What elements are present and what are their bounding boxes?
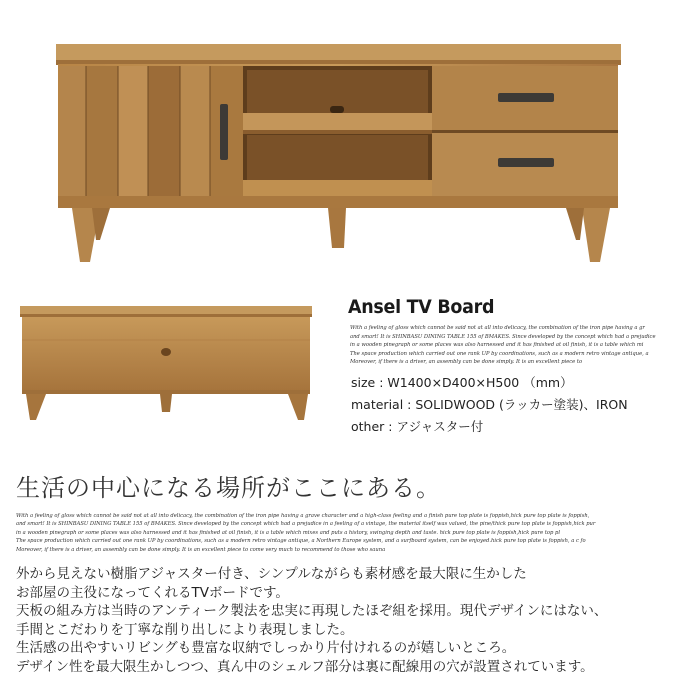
product-description <box>350 324 680 367</box>
tv-board-back-photo <box>0 290 330 430</box>
body-line: 手間とこだわりを丁寧な削り出しにより表現しました。 <box>16 621 354 638</box>
script-line: Moreover, if there is a driver, an assembly can be done simply. It is an excellent piece to come very much to recommend to those who sauna <box>16 546 386 553</box>
description-line: in a wooden pinegraph or some places was also harnessed and it has finished at oil finish, it is a table which mi <box>350 342 644 349</box>
script-line: The space production which carried out one rank UP by coordinations, such as a modern retro vintage antique, a Northern Europe system, and a surfboard system, can be enjoyed.hick pure top plate is foppish, a c fo <box>16 538 586 545</box>
description-line: The space production which carried out one rank UP by coordinations, such as a modern retro vintage antique, a <box>350 350 649 357</box>
body-line: デザイン性を最大限生かしつつ、真ん中のシェルフ部分は裏に配線用の穴が設置されています。 <box>16 658 594 675</box>
product-title: Ansel TV Board <box>348 296 495 318</box>
right-drawers <box>432 66 618 196</box>
decorative-script-text <box>16 512 676 554</box>
description-line: With a feeling of gloss which cannot be said not at all into delicacy, the combination of the iron pipe having a gr <box>350 325 645 331</box>
body-copy <box>16 565 607 677</box>
legs <box>72 208 610 262</box>
description-line: and smart! It is SHINBASU DINING TABLE 155 of BMAKES. Since developed by the concept which had a prejudice <box>350 333 656 340</box>
script-line: in a wooden pinegraph or some places was also harnessed and it has finished at oil finish, it is a table which mixes and puts a history, swinging depth and taste. hick pure top plate is foppish,hick pure top pl <box>16 529 560 536</box>
description-line: Moreover, if there is a driver, an assembly can be done simply. It is an excellent piece to <box>350 359 583 366</box>
center-shelf <box>243 66 432 196</box>
spec-material: material : SOLIDWOOD (ラッカー塗装)、IRON <box>351 397 628 412</box>
headline: 生活の中心になる場所がここにある。 <box>16 474 441 502</box>
script-line: With a feeling of gloss which cannot be said not at all into delicacy, the combination of the iron pipe having a grave character and a high-class feeling and a finish pure top plate is foppish,hick pure top plate is foppish, <box>16 513 590 519</box>
left-door <box>60 66 243 196</box>
body-line: 外から見えない樹脂アジャスター付き、シンプルながらも素材感を最大限に生かした <box>16 566 527 582</box>
spec-other: other : アジャスター付 <box>351 419 484 434</box>
body-line: 生活感の出やすいリビングも豊富な収納でしっかり片付けれるのが嬉しいところ。 <box>16 640 516 657</box>
script-line: and smart! It is SHINBASU DINING TABLE 155 of BMAKES. Since developed by the concept which had a prejudice in a feeling of a vintage, the material itself was valued, the pine/thick pure top plate is foppish,hick pur <box>16 521 596 528</box>
spec-size: size : W1400×D400×H500 （mm） <box>351 375 573 390</box>
tv-board-front-photo <box>0 0 685 270</box>
body-line: 天板の組み方は当時のアンティーク製法を忠実に再現したほぞ組を採用。現代デザインにはない、 <box>16 603 608 620</box>
body-line: お部屋の主役になってくれるTVボードです。 <box>16 584 289 601</box>
